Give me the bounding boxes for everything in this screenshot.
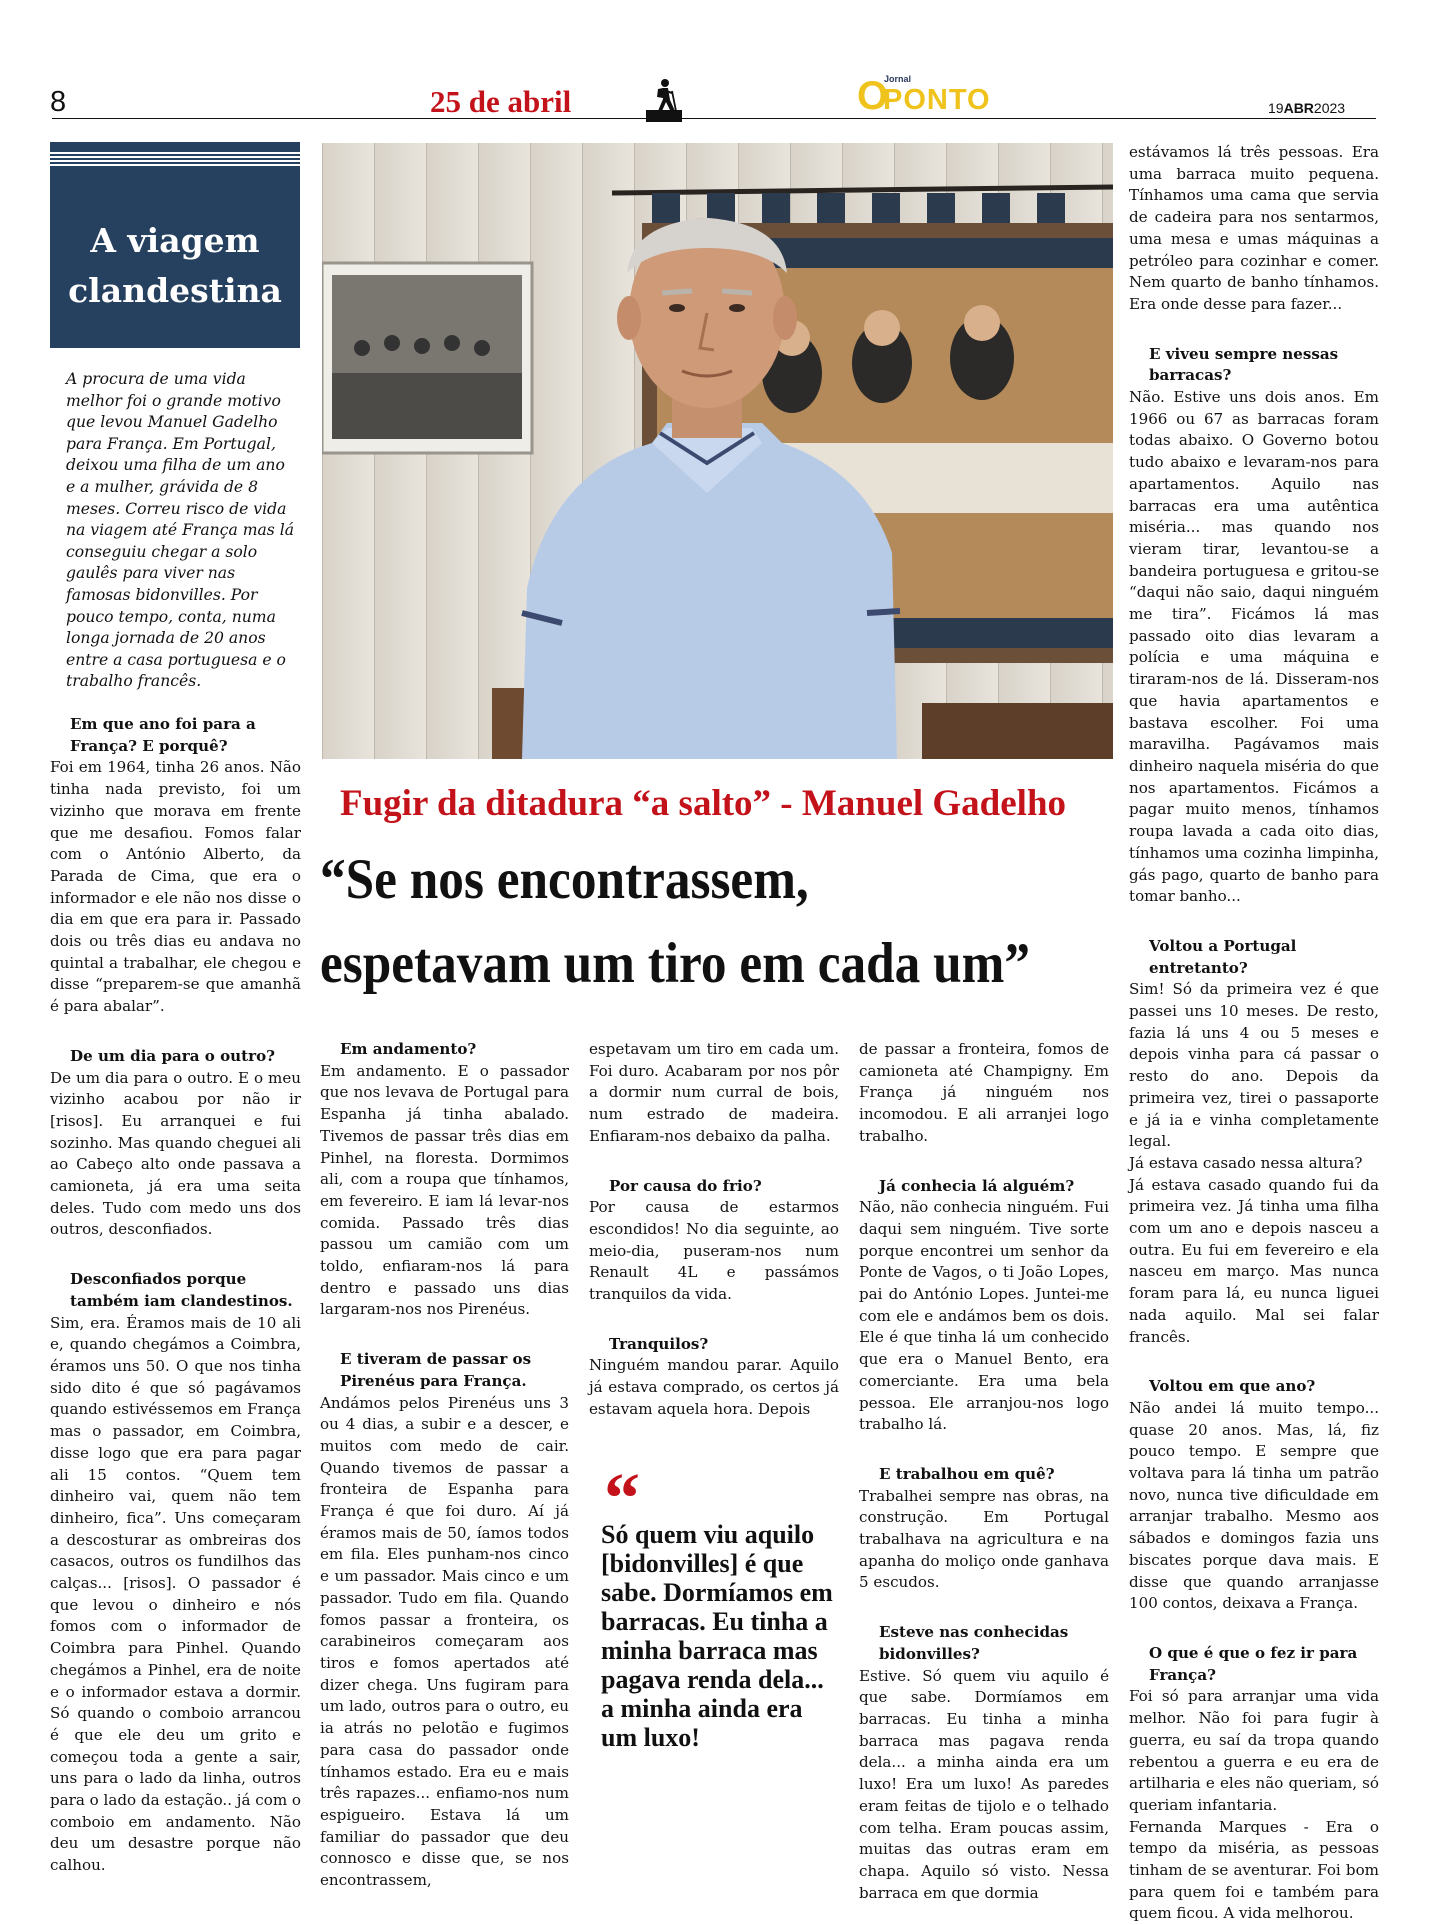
answer: Já estava casado quando fui da primeira vez. Já tinha uma filha com um ano e depois nasceu a outra. Eu fui em fevereiro e ela nasceu em março. Mas nunca foram para lá, eu nunca liguei nada aquilo. Mal sei falar francês.	[1129, 1175, 1379, 1346]
answer: Trabalhei sempre nas obras, na construção. Em Portugal trabalhava na agricultura e na apanha do moliço onde ganhava 5 escudos.	[859, 1486, 1109, 1592]
question: Desconfiados porque também iam clandestinos.	[70, 1270, 293, 1310]
answer: Por causa de estarmos escondidos! No dia seguinte, ao meio-dia, puseram-nos num Renault 4L e passámos tranquilos da vida.	[589, 1198, 839, 1304]
column-3	[859, 1039, 1109, 1904]
answer: Estive. Só quem viu aquilo é que sabe. Dormíamos em barracas. Eu tinha a minha barraca mas pagava renda dela... a minha ainda era um luxo! Era um luxo! As paredes eram feitas de tijolo e o telhado com telha. Eram poucas assim, muitas das outras eram em chapa. Aquilo só visto. Nessa barraca em que dormia	[859, 1666, 1109, 1902]
issue-date	[1268, 100, 1345, 116]
sidebar-box	[50, 142, 300, 348]
answer: de passar a fronteira, fomos de camioneta até Champigny. Em França já ninguém nos incomodou. E ali arranjei logo trabalho.	[859, 1040, 1109, 1145]
question: Esteve nas conhecidas bidonvilles?	[879, 1623, 1069, 1663]
section-title: 25 de abril	[430, 84, 572, 119]
answer: De um dia para o outro. E o meu vizinho acabou por não ir [risos]. Eu arranquei e fui sozinho. Mas quando cheguei ali ao Cabeço alto onde passava a camioneta, já era uma seita deles. Tudo com medo uns dos outros, desconfiados.	[50, 1068, 301, 1239]
question: Em que ano foi para a França? E porquê?	[70, 715, 256, 755]
answer: Não. Estive uns dois anos. Em 1966 ou 67 as barracas foram todas abaixo. O Governo botou tudo abaixo e levaram-nos para apartamentos. Aquilo nas barracas era uma autêntica miséria... mas quando nos vieram tirar, levantou-se a bandeira portuguesa e gritou-se “daqui não saio, daqui ninguém me tira”. Ficámos lá mas passado oito dias levaram a polícia e uma máquina e tiraram-nos de lá. Disseram-nos que havia apartamentos e bastava escolher. Foi uma maravilha. Pagávamos mais dinheiro naquela miséria do que nos apartamentos. Ficámos a pagar muito menos, tínhamos roupa lavada a cada oito dias, tínhamos uma cozinha limpinha, gás pago, quarto de banho para tomar banho...	[1129, 388, 1379, 906]
logo-word: PONTO	[883, 84, 991, 116]
answer: Foi em 1964, tinha 26 anos. Não tinha nada previsto, foi um vizinho que morava em frente que me desafiou. Fomos falar com o António Alberto, da Parada de Cima, que era o informador e ele não nos disse o dia em que era para ir. Passado dois ou três dias eu andava no quintal a trabalhar, ele chegou e disse “preparem-se que amanhã é para abalar”.	[50, 758, 301, 1016]
answer: Não andei lá muito tempo... quase 20 anos. Mas, lá, fiz pouco tempo. E sempre que voltava para lá tinha um patrão novo, nunca tive dificuldade em arranjar trabalho. Mesmo aos sábados e domingos fazia uns biscates porque dava mais. E disse que quando arranjasse 100 contos, deixava a França.	[1129, 1398, 1379, 1613]
article-headline: “Se nos encontrassem, espetavam um tiro em cada um”	[320, 848, 1031, 995]
column-right	[1129, 142, 1379, 1925]
answer: Sim! Só da primeira vez é que passei uns 10 meses. De resto, fazia lá uns 4 ou 5 meses e depois vinha para cá passar o resto do ano. Depois da primeira vez, tirei o passaporte e já ia e vinha completamente legal.	[1129, 980, 1379, 1151]
portrait-photo	[322, 143, 1113, 759]
answer: Sim, era. Éramos mais de 10 ali e, quando chegámos a Coimbra, éramos uns 50. O que nos tinha sido dito é que só pagávamos quando estivéssemos em França mas o passador, em Coimbra, disse logo que era para pagar ali 15 contos. “Quem tem dinheiro vai, quem não tem dinheiro, fica”. Uns começaram a descosturar as ombreiras dos casacos, outros os fundilhos das calças... [risos]. O passador é que levou o dinheiro e nós fomos com o informador de Coimbra para Pinhel. Quando chegámos a Pinhel, era de noite e o informador estava a dormir. Só quando o comboio arrancou é que ele deu um grito e começou toda a gente a sair, uns para o lado da linha, outros para o lado da estação.. já com o comboio em andamento. Não deu um desastre porque não calhou.	[50, 1313, 302, 1875]
question: O que é que o fez ir para França?	[1149, 1644, 1358, 1684]
header-rule	[52, 118, 1376, 119]
article-kicker: Fugir da ditadura “a salto” - Manuel Gadelho	[340, 783, 1067, 824]
date-day: 19	[1268, 100, 1284, 116]
page-number: 8	[50, 86, 67, 118]
question: Tranquilos?	[609, 1334, 709, 1353]
question: Já estava casado nessa altura?	[1129, 1153, 1363, 1172]
answer: Foi só para arranjar uma vida melhor. Não foi para fugir à guerra, eu saí da tropa quando rebentou a guerra e eu era de artilharia e eles não queriam, só queriam infantaria.	[1129, 1687, 1379, 1814]
question: Voltou a Portugal entretanto?	[1149, 936, 1297, 977]
answer: Fernanda Marques - Era o tempo da miséria, as pessoas tinham de se aventurar. Foi bom para quem foi e também para quem ficou. A vida melhorou.	[1129, 1817, 1379, 1923]
question: Em andamento?	[340, 1040, 477, 1058]
question: Já conhecia lá alguém?	[879, 1176, 1075, 1195]
answer: Não, não conhecia ninguém. Fui daqui sem ninguém. Tive sorte porque encontrei um senhor da Ponte de Vagos, o ti João Lopes, pai do António Lopes. Juntei-me com ele e andámos bem os dois. Ele é que tinha lá um conhecido que era o Manuel Bento, era comerciante. Era uma bela pessoa. Ele arranjou-nos logo trabalho lá.	[859, 1198, 1109, 1434]
date-month: ABR	[1283, 100, 1314, 116]
pull-quote: Só quem viu aquilo [bidonvilles] é que sabe. Dormíamos em barracas. Eu tinha a minha barraca mas pagava renda dela... a minha ainda era um luxo!	[601, 1520, 833, 1752]
answer: Ninguém mandou parar. Aquilo já estava comprado, os certos já estavam aquela hora. Depois	[589, 1356, 839, 1418]
answer: estávamos lá três pessoas. Era uma barraca muito pequena. Tínhamos uma cama que servia de cadeira para nos sentarmos, uma mesa e umas máquinas a petróleo para cozinhar e comer. Nem quarto de banho tínhamos. Era onde desse para fazer...	[1129, 143, 1379, 313]
newspaper-logo	[857, 74, 991, 118]
question: Por causa do frio?	[609, 1176, 762, 1195]
question: Voltou em que ano?	[1149, 1377, 1316, 1396]
question: E tiveram de passar os Pirenéus para França.	[340, 1350, 532, 1390]
logo-jornal: Jornal	[884, 74, 912, 84]
column-2	[589, 1039, 839, 1421]
question: De um dia para o outro?	[70, 1046, 275, 1065]
hiker-icon	[646, 78, 682, 122]
column-1	[320, 1039, 569, 1892]
column-left	[50, 714, 301, 1877]
logo-letter-o: O	[857, 74, 889, 118]
box-stripes	[50, 150, 300, 166]
answer: Em andamento. E o passador que nos levava de Portugal para Espanha já tinha abalado. Tivemos de passar três dias em Pinhel, na floresta. Dormimos ali, com a roupa que tínhamos, em fevereiro. E iam lá levar-nos comida. Passado três dias passou um camião com um toldo, enfiaram-nos lá para dentro e passado uns dias largaram-nos nos Pirenéus.	[320, 1061, 569, 1319]
answer: espetavam um tiro em cada um. Foi duro. Acabaram por nos pôr a dormir num curral de bois, num estrado de madeira. Enfiaram-nos debaixo da palha.	[589, 1040, 839, 1145]
answer: Andámos pelos Pirenéus uns 3 ou 4 dias, a subir e a descer, e muitos com medo de cair. Quando tivemos de passar a fronteira de Espanha para França é que foi duro. Aí já éramos mais de 50, íamos todos em fila. Eles punham-nos cinco e um passador. Mais cinco e um passador. Tudo em fila. Quando fomos passar a fronteira, os carabineiros começaram aos tiros e fomos apertados até dizer chega. Uns fugiram para um lado, outros para o outro, eu ia atrás no pelotão e fugimos para casa do passador onde tínhamos estado. Era eu e mais três rapazes... enfiamo-nos num espigueiro. Estava lá um familiar do passador que deu connosco e disse que, se nos encontrassem,	[320, 1393, 569, 1890]
date-year: 2023	[1313, 100, 1346, 116]
question: E viveu sempre nessas barracas?	[1149, 344, 1339, 385]
question: E trabalhou em quê?	[879, 1464, 1055, 1483]
sidebar-title: A viagem clandestina	[68, 221, 282, 310]
sidebar-intro: A procura de uma vida melhor foi o grande motivo que levou Manuel Gadelho para França. Em Portugal, deixou uma filha de um ano e a mulher, grávida de 8 meses. Correu risco de vida na viagem até França mas lá conseguiu chegar a solo gaulês para viver nas famosas bidonvilles. Por pouco tempo, conta, numa longa jornada de 20 anos entre a casa portuguesa e o trabalho francês.	[66, 370, 295, 691]
quote-mark-icon: “	[604, 1458, 640, 1538]
